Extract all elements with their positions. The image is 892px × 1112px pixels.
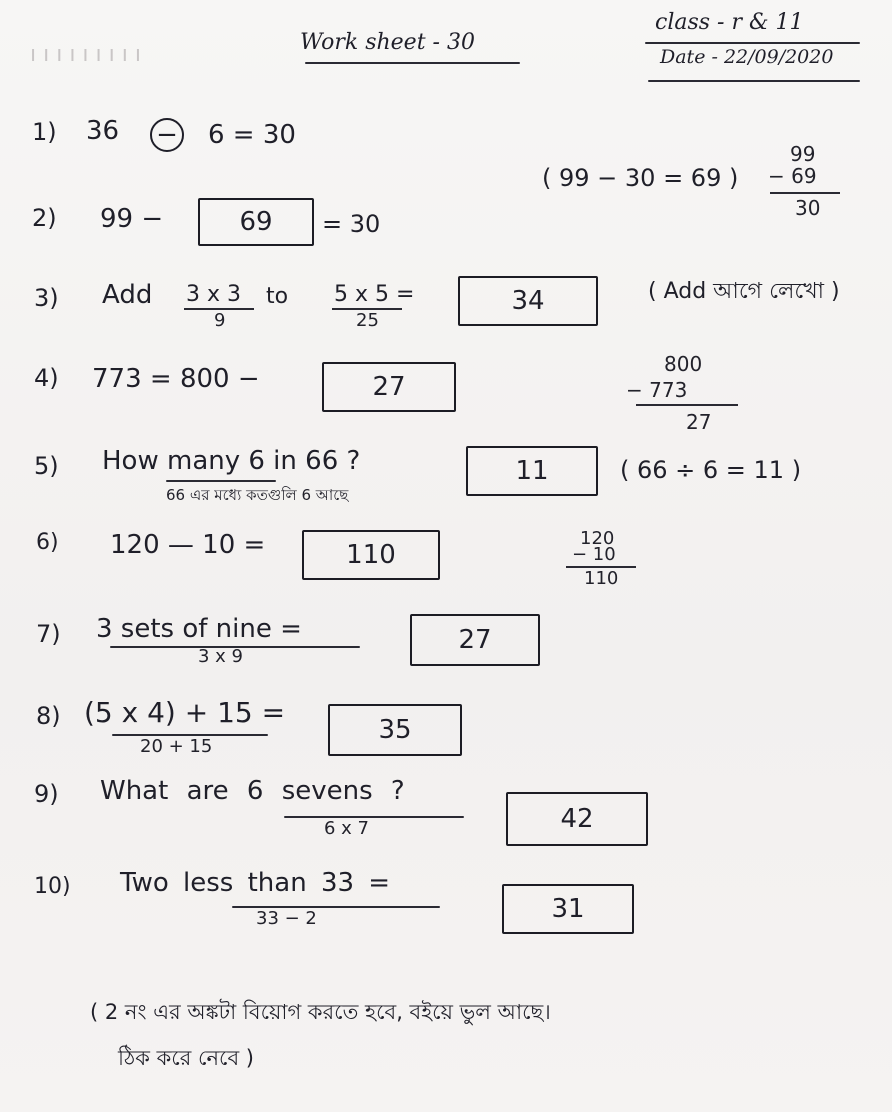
q4-calc-line xyxy=(636,404,738,406)
q4-calc-top: 800 xyxy=(664,352,703,376)
q10-answer-box: 31 xyxy=(502,884,634,934)
q9-number: 9) xyxy=(34,780,59,808)
q3-frac2-bottom: 25 xyxy=(356,310,379,331)
q7-hint: 3 x 9 xyxy=(198,646,243,667)
q3-frac1-bottom: 9 xyxy=(214,310,226,331)
q3-number: 3) xyxy=(34,284,59,312)
q2-calc-result: 30 xyxy=(795,196,821,220)
q4-left: 773 = 800 − xyxy=(92,364,260,394)
q4-calc-result: 27 xyxy=(686,410,712,434)
q9-underline xyxy=(284,816,464,818)
q2-number: 2) xyxy=(32,204,57,232)
footer-note-line1: ( 2 নং এর অঙ্কটা বিয়োগ করতে হবে, বইয়ে ভুল আছে। xyxy=(90,1000,551,1024)
q9-text: What are 6 sevens ? xyxy=(100,776,405,806)
q5-number: 5) xyxy=(34,452,59,480)
q1-number: 1) xyxy=(32,118,57,146)
footer-note-line2: ঠিক করে নেবে ) xyxy=(118,1046,255,1070)
q7-text: 3 sets of nine = xyxy=(96,614,302,644)
q5-question: How many 6 in 66 ? xyxy=(102,446,361,476)
q4-calc-mid: − 773 xyxy=(626,378,688,402)
q5-underline xyxy=(166,480,276,482)
q10-number: 10) xyxy=(34,874,71,899)
q3-to-text: to xyxy=(266,284,289,309)
q9-answer-box: 42 xyxy=(506,792,648,846)
q3-frac2-top: 5 x 5 = xyxy=(334,282,415,307)
q3-frac1-top: 3 x 3 xyxy=(186,282,241,307)
class-label: class - r & 11 xyxy=(655,10,804,35)
q8-answer-box: 35 xyxy=(328,704,462,756)
q1-operator: − xyxy=(156,120,178,150)
q5-answer-box: 11 xyxy=(466,446,598,496)
q2-right: = 30 xyxy=(322,210,381,238)
q3-answer-box: 34 xyxy=(458,276,598,326)
q6-answer-box: 110 xyxy=(302,530,440,580)
q8-hint: 20 + 15 xyxy=(140,736,213,757)
q7-number: 7) xyxy=(36,620,61,648)
bleed-through-marks: ı ı ı ı ı ı ı ı ı xyxy=(30,42,141,67)
date-underline xyxy=(648,80,860,82)
q10-hint: 33 − 2 xyxy=(256,908,317,929)
q1-left: 36 xyxy=(86,116,120,146)
q4-answer-box: 27 xyxy=(322,362,456,412)
q7-answer-box: 27 xyxy=(410,614,540,666)
q5-bengali-hint: 66 এর মধ্যে কতগুলি 6 আছে xyxy=(166,486,349,504)
q6-calc-top: 120 xyxy=(580,528,615,549)
q2-calc-top: 99 xyxy=(790,142,816,166)
q2-left: 99 − xyxy=(100,204,164,234)
q2-note: ( 99 − 30 = 69 ) xyxy=(542,164,739,192)
q4-number: 4) xyxy=(34,364,59,392)
q3-add-text: Add xyxy=(102,280,153,310)
q8-number: 8) xyxy=(36,702,61,730)
q3-note: ( Add আগে লেখো ) xyxy=(648,279,840,304)
q6-left: 120 — 10 = xyxy=(110,530,266,560)
q2-calc-line xyxy=(770,192,840,194)
worksheet-title: Work sheet - 30 xyxy=(300,30,475,55)
class-underline xyxy=(645,42,860,44)
title-underline xyxy=(305,62,520,64)
q6-calc-mid: − 10 xyxy=(572,544,616,565)
q6-calc-result: 110 xyxy=(584,568,619,589)
q10-text: Two less than 33 = xyxy=(120,868,391,898)
q1-operator-circle xyxy=(150,118,184,152)
q2-calc-mid: − 69 xyxy=(768,164,817,188)
q8-text: (5 x 4) + 15 = xyxy=(84,696,286,729)
q2-answer-box: 69 xyxy=(198,198,314,246)
q9-hint: 6 x 7 xyxy=(324,818,369,839)
q1-right: 6 = 30 xyxy=(208,120,296,150)
q6-number: 6) xyxy=(36,530,59,555)
date-label: Date - 22/09/2020 xyxy=(660,46,834,68)
q5-note: ( 66 ÷ 6 = 11 ) xyxy=(620,456,802,484)
